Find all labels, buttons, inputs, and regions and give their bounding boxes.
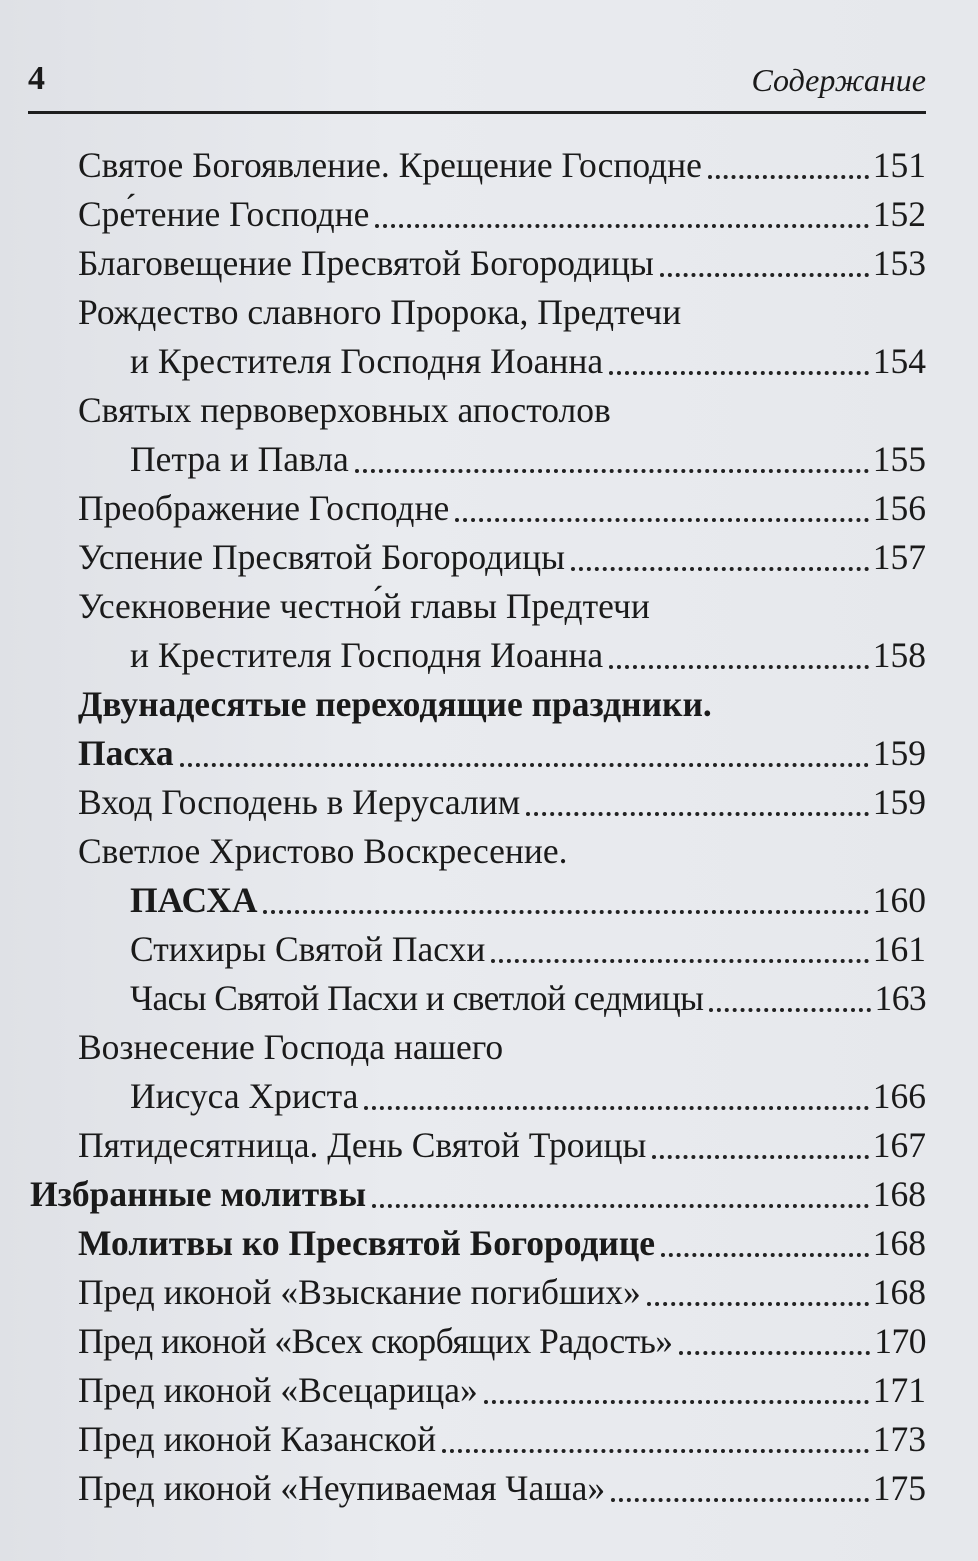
toc-entry[interactable] (130, 1073, 926, 1119)
toc-entry-title: Пред иконой «Неупиваемая Чаша» (78, 1468, 606, 1508)
toc-entry-title: Святое Богоявление. Крещение Господне (78, 145, 702, 185)
toc-entry[interactable] (78, 240, 926, 286)
toc-entry-page: 170 (874, 1321, 926, 1361)
toc-entry-title: Вход Господень в Иерусалим (78, 782, 521, 822)
toc-entry-page: 151 (872, 145, 926, 185)
toc-entry-title: Пред иконой Казанской (78, 1419, 437, 1459)
page-number: 4 (28, 60, 45, 97)
leader-dots (263, 910, 868, 914)
toc-section-heading (78, 681, 926, 727)
leader-dots (571, 567, 869, 571)
toc-entry-page: 158 (872, 635, 926, 675)
toc-entry-title: Молитвы ко Пресвятой Богородице (78, 1223, 656, 1263)
toc-entry-page: 159 (872, 782, 926, 822)
toc-entry-title: Благовещение Пресвятой Богородицы (78, 243, 654, 283)
toc-entry-title: и Крестителя Господня Иоанна (130, 341, 604, 381)
toc-entry-title: Сре́тение Господне (78, 194, 370, 234)
running-title: Содержание (751, 62, 926, 98)
toc-entry-continued (78, 1024, 926, 1070)
toc-entry[interactable] (78, 730, 926, 776)
toc-entry[interactable] (78, 1318, 926, 1364)
toc-entry[interactable] (78, 534, 926, 580)
leader-dots (647, 1302, 869, 1306)
toc-entry-page: 154 (872, 341, 926, 381)
toc-entry-page: 161 (872, 929, 926, 969)
toc-entry[interactable] (78, 1269, 926, 1315)
toc-entry[interactable] (78, 1367, 926, 1413)
toc-entry[interactable] (78, 779, 926, 825)
toc-entry-page: 168 (872, 1174, 926, 1214)
toc-entry-page: 155 (872, 439, 926, 479)
leader-dots (709, 1008, 870, 1012)
leader-dots (611, 1498, 869, 1502)
toc-entry-page: 163 (874, 978, 926, 1018)
leader-dots (491, 959, 868, 963)
page-header (28, 52, 926, 108)
toc-entry-title: Двунадесятые переходящие праздники. (78, 684, 712, 724)
toc-entry-title: Петра и Павла (130, 439, 349, 479)
toc-entry[interactable] (78, 1220, 926, 1266)
toc-entry-continued (78, 583, 926, 629)
toc-entry-page: 160 (872, 880, 926, 920)
toc-entry-continued (78, 387, 926, 433)
toc-entry[interactable] (30, 1171, 926, 1217)
toc-entry-continued (78, 289, 926, 335)
toc-entry-title: Рождество славного Пророка, Предтечи (78, 292, 682, 332)
toc-entry-page: 152 (872, 194, 926, 234)
leader-dots (484, 1400, 869, 1404)
toc-entry[interactable] (78, 191, 926, 237)
leader-dots (526, 812, 869, 816)
toc-entry-page: 173 (872, 1419, 926, 1459)
toc-entry-title: Успение Пресвятой Богородицы (78, 537, 566, 577)
toc-entry-page: 157 (872, 537, 926, 577)
toc-entry[interactable] (130, 975, 926, 1021)
toc-entry-title: Святых первоверховных апостолов (78, 390, 611, 430)
toc-entry-title: Пред иконой «Всецарица» (78, 1370, 478, 1410)
leader-dots (455, 518, 869, 522)
toc-entry[interactable] (130, 632, 926, 678)
toc-entry[interactable] (78, 1416, 926, 1462)
toc-entry[interactable] (78, 485, 926, 531)
leader-dots (180, 763, 869, 767)
toc-entry-page: 159 (872, 733, 926, 773)
toc-entry-title: Усекновение честно́й главы Предтечи (78, 586, 650, 626)
toc-entry-title: Пред иконой «Всех скорбящих Радость» (78, 1321, 673, 1361)
toc-entry[interactable] (130, 338, 926, 384)
leader-dots (364, 1106, 868, 1110)
toc-entry-title: Иисуса Христа (130, 1076, 359, 1116)
toc-entry-page: 171 (872, 1370, 926, 1410)
toc-entry-page: 166 (872, 1076, 926, 1116)
toc-entry-page: 168 (872, 1272, 926, 1312)
leader-dots (375, 224, 868, 228)
toc-entry-title: Стихиры Святой Пасхи (130, 929, 486, 969)
toc-entry-title: Пред иконой «Взыскание погибших» (78, 1272, 641, 1312)
leader-dots (708, 175, 869, 179)
leader-dots (372, 1204, 869, 1208)
leader-dots (679, 1351, 871, 1355)
toc-entry[interactable] (78, 1465, 926, 1511)
toc-entry-title: Пятидесятница. День Святой Троицы (78, 1125, 647, 1165)
toc-entry[interactable] (130, 436, 926, 482)
leader-dots (652, 1155, 868, 1159)
toc-entry-page: 168 (872, 1223, 926, 1263)
toc-entry-title: Светлое Христово Воскресение. (78, 831, 568, 871)
header-rule (28, 111, 926, 114)
toc-entry-title: Избранные молитвы (30, 1174, 367, 1214)
leader-dots (661, 1253, 869, 1257)
leader-dots (609, 371, 869, 375)
toc-entry-title: Преображение Господне (78, 488, 450, 528)
toc-entry-title: Пасха (78, 733, 174, 773)
toc-entry-page: 153 (872, 243, 926, 283)
toc-entry-continued (78, 828, 926, 874)
leader-dots (660, 273, 869, 277)
leader-dots (609, 665, 869, 669)
toc-entry-title: ПАСХА (130, 880, 258, 920)
toc-entry-page: 156 (872, 488, 926, 528)
toc-entry-page: 175 (872, 1468, 926, 1508)
toc-entry-title: Вознесение Господа нашего (78, 1027, 504, 1067)
toc-entry-page: 167 (872, 1125, 926, 1165)
toc-entry[interactable] (78, 142, 926, 188)
toc-entry[interactable] (130, 877, 926, 923)
toc-entry[interactable] (78, 1122, 926, 1168)
toc-entry-title: и Крестителя Господня Иоанна (130, 635, 604, 675)
toc-entry[interactable] (130, 926, 926, 972)
toc-entry-title: Часы Святой Пасхи и светлой седмицы (130, 978, 704, 1018)
leader-dots (442, 1449, 869, 1453)
leader-dots (355, 469, 869, 473)
